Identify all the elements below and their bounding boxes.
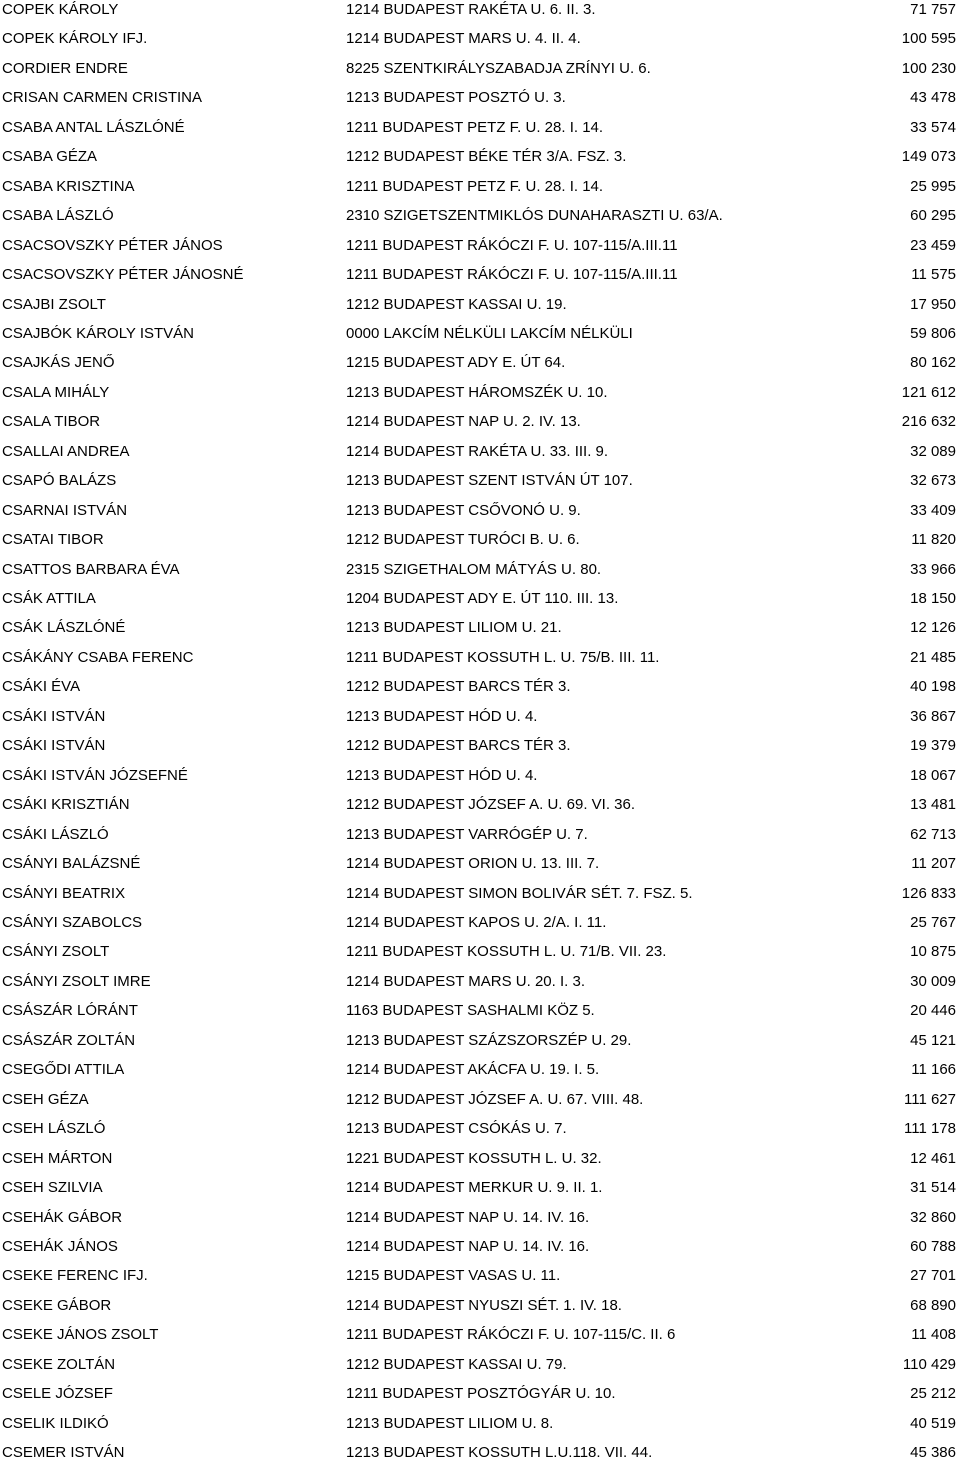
taxpayer-address: 1213 BUDAPEST POSZTÓ U. 3.	[346, 89, 566, 107]
taxpayer-name: COPEK KÁROLY	[2, 1, 119, 18]
taxpayer-address: 1211 BUDAPEST KOSSUTH L. U. 75/B. III. 11.	[346, 648, 660, 666]
taxpayer-name: CSEKE GÁBOR	[2, 1296, 112, 1314]
list-item	[0, 560, 960, 580]
list-item	[0, 0, 960, 20]
debt-amount: 110 429	[902, 1355, 956, 1373]
taxpayer-name: CSEGŐDI ATTILA	[2, 1061, 125, 1079]
debt-amount: 32 860	[910, 1208, 956, 1226]
taxpayer-address: 1214 BUDAPEST AKÁCFA U. 19. I. 5.	[346, 1061, 600, 1079]
taxpayer-name: CSEKE JÁNOS ZSOLT	[2, 1326, 159, 1344]
debt-amount: 40 198	[910, 678, 956, 696]
taxpayer-name: CSÁKI ISTVÁN	[2, 707, 106, 725]
taxpayer-address: 1215 BUDAPEST ADY E. ÚT 64.	[346, 354, 566, 372]
debt-amount: 10 875	[910, 943, 956, 961]
list-item	[0, 59, 960, 79]
taxpayer-address: 1221 BUDAPEST KOSSUTH L. U. 32.	[346, 1149, 602, 1167]
taxpayer-address: 1214 BUDAPEST NAP U. 14. IV. 16.	[346, 1237, 590, 1255]
list-item	[0, 236, 960, 256]
debt-amount: 100 595	[901, 30, 956, 48]
list-item	[0, 766, 960, 786]
taxpayer-address: 1213 BUDAPEST VARRÓGÉP U. 7.	[346, 825, 588, 843]
debt-amount: 43 478	[910, 89, 956, 107]
taxpayer-name: CSABA LÁSZLÓ	[2, 207, 114, 225]
debt-amount: 100 230	[901, 59, 956, 77]
taxpayer-address: 1215 BUDAPEST VASAS U. 11.	[346, 1267, 561, 1285]
taxpayer-name: CSABA GÉZA	[2, 148, 98, 166]
list-item	[0, 1149, 960, 1169]
taxpayer-name: CSÁNYI BEATRIX	[2, 884, 126, 902]
debt-amount: 12 126	[910, 619, 956, 637]
taxpayer-address: 1214 BUDAPEST MERKUR U. 9. II. 1.	[346, 1179, 603, 1196]
taxpayer-address: 1213 BUDAPEST KOSSUTH L.U.118. VII. 44.	[346, 1444, 653, 1461]
debt-amount: 33 409	[910, 501, 956, 519]
taxpayer-name: CSALA TIBOR	[2, 413, 101, 431]
taxpayer-address: 2310 SZIGETSZENTMIKLÓS DUNAHARASZTI U. 63/A.	[346, 207, 723, 225]
taxpayer-address: 1212 BUDAPEST JÓZSEF A. U. 67. VIII. 48.	[346, 1090, 644, 1108]
taxpayer-name: CSEHÁK GÁBOR	[2, 1208, 123, 1226]
taxpayer-name: CSÁNYI SZABOLCS	[2, 913, 143, 931]
debt-amount: 13 481	[910, 796, 956, 814]
list-item	[0, 206, 960, 226]
debt-amount: 121 612	[901, 383, 956, 401]
taxpayer-name: CSEKE ZOLTÁN	[2, 1355, 116, 1373]
taxpayer-name: CSÁK ATTILA	[2, 590, 96, 607]
taxpayer-address: 1213 BUDAPEST CSÓKÁS U. 7.	[346, 1120, 567, 1138]
debt-amount: 18 067	[910, 766, 956, 784]
debt-amount: 11 207	[911, 855, 956, 872]
debt-amount: 19 379	[910, 737, 956, 755]
list-item	[0, 884, 960, 904]
debt-amount: 17 950	[910, 295, 956, 313]
list-item	[0, 1208, 960, 1228]
list-item	[0, 324, 960, 344]
list-item	[0, 1001, 960, 1021]
taxpayer-name: CSACSOVSZKY PÉTER JÁNOSNÉ	[2, 266, 244, 284]
debt-amount: 36 867	[910, 707, 956, 725]
debt-amount: 27 701	[910, 1267, 956, 1285]
taxpayer-address: 1212 BUDAPEST BÉKE TÉR 3/A. FSZ. 3.	[346, 148, 627, 166]
taxpayer-address: 1211 BUDAPEST PETZ F. U. 28. I. 14.	[346, 118, 604, 136]
taxpayer-name: CSÁKI KRISZTIÁN	[2, 796, 130, 814]
taxpayer-address: 1212 BUDAPEST BARCS TÉR 3.	[346, 678, 571, 696]
taxpayer-address: 1214 BUDAPEST RAKÉTA U. 6. II. 3.	[346, 1, 596, 18]
list-item	[0, 147, 960, 167]
list-item	[0, 1355, 960, 1375]
taxpayer-name: CORDIER ENDRE	[2, 59, 128, 77]
taxpayer-address: 2315 SZIGETHALOM MÁTYÁS U. 80.	[346, 560, 602, 578]
debt-amount: 111 178	[904, 1120, 956, 1138]
taxpayer-address: 1213 BUDAPEST SZÁZSZORSZÉP U. 29.	[346, 1031, 632, 1049]
list-item	[0, 648, 960, 668]
list-item	[0, 118, 960, 138]
taxpayer-address: 1214 BUDAPEST NYUSZI SÉT. 1. IV. 18.	[346, 1296, 622, 1314]
taxpayer-name: CSÁNYI ZSOLT IMRE	[2, 972, 151, 990]
list-item	[0, 736, 960, 756]
debt-amount: 25 995	[910, 177, 956, 195]
taxpayer-name: CSAPÓ BALÁZS	[2, 472, 117, 490]
taxpayer-name: CSALA MIHÁLY	[2, 383, 110, 401]
list-item	[0, 501, 960, 521]
debt-amount: 11 820	[911, 531, 956, 549]
taxpayer-name: CSELIK ILDIKÓ	[2, 1414, 109, 1432]
taxpayer-address: 1211 BUDAPEST PETZ F. U. 28. I. 14.	[346, 177, 604, 195]
taxpayer-name: CSEH LÁSZLÓ	[2, 1120, 106, 1138]
taxpayer-name: CSÁKÁNY CSABA FERENC	[2, 648, 194, 666]
taxpayer-name: CSÁSZÁR ZOLTÁN	[2, 1031, 136, 1049]
list-item	[0, 1060, 960, 1080]
debt-amount: 18 150	[910, 590, 956, 607]
taxpayer-address: 1204 BUDAPEST ADY E. ÚT 110. III. 13.	[346, 590, 619, 607]
taxpayer-name: CSÁSZÁR LÓRÁNT	[2, 1002, 138, 1020]
taxpayer-name: CSATTOS BARBARA ÉVA	[2, 560, 180, 578]
debt-amount: 45 121	[910, 1031, 956, 1049]
taxpayer-name: CSÁKI ISTVÁN JÓZSEFNÉ	[2, 766, 188, 784]
list-item	[0, 265, 960, 285]
list-item	[0, 1031, 960, 1051]
list-item	[0, 353, 960, 373]
taxpayer-name: CSÁKI LÁSZLÓ	[2, 825, 109, 843]
debt-amount: 71 757	[910, 1, 956, 18]
taxpayer-address: 1213 BUDAPEST CSŐVONÓ U. 9.	[346, 501, 581, 519]
debt-amount: 60 295	[910, 207, 956, 225]
debt-amount: 23 459	[910, 236, 956, 254]
list-item	[0, 618, 960, 638]
list-item	[0, 1325, 960, 1345]
taxpayer-name: CSARNAI ISTVÁN	[2, 501, 128, 519]
taxpayer-name: CSÁKI ÉVA	[2, 678, 81, 696]
debt-amount: 40 519	[910, 1414, 956, 1432]
debt-amount: 45 386	[910, 1444, 956, 1461]
debt-amount: 60 788	[910, 1237, 956, 1255]
list-item	[0, 825, 960, 845]
taxpayer-address: 1211 BUDAPEST POSZTÓGYÁR U. 10.	[346, 1385, 616, 1403]
taxpayer-name: CSAJKÁS JENŐ	[2, 354, 115, 372]
debt-amount: 126 833	[901, 884, 956, 902]
taxpayer-name: CSATAI TIBOR	[2, 531, 104, 549]
taxpayer-address: 1212 BUDAPEST KASSAI U. 19.	[346, 295, 567, 313]
debt-amount: 62 713	[910, 825, 956, 843]
taxpayer-name: CSACSOVSZKY PÉTER JÁNOS	[2, 236, 223, 254]
list-item	[0, 471, 960, 491]
taxpayer-name: CSÁNYI ZSOLT	[2, 943, 110, 961]
debt-amount: 11 166	[911, 1061, 956, 1079]
taxpayer-address: 1214 BUDAPEST MARS U. 20. I. 3.	[346, 972, 585, 990]
taxpayer-address: 8225 SZENTKIRÁLYSZABADJA ZRÍNYI U. 6.	[346, 59, 651, 77]
debt-amount: 149 073	[901, 148, 956, 166]
debt-amount: 30 009	[910, 972, 956, 990]
list-item	[0, 1178, 960, 1198]
debt-amount: 31 514	[910, 1179, 956, 1196]
list-item	[0, 177, 960, 197]
taxpayer-address: 1212 BUDAPEST TURÓCI B. U. 6.	[346, 531, 580, 549]
list-item	[0, 1266, 960, 1286]
taxpayer-address: 1213 BUDAPEST LILIOM U. 21.	[346, 619, 562, 637]
taxpayer-name: CSABA ANTAL LÁSZLÓNÉ	[2, 118, 185, 136]
list-item	[0, 942, 960, 962]
list-item	[0, 913, 960, 933]
taxpayer-name: CRISAN CARMEN CRISTINA	[2, 89, 203, 107]
debt-amount: 25 212	[910, 1385, 956, 1403]
taxpayer-address: 1213 BUDAPEST LILIOM U. 8.	[346, 1414, 554, 1432]
taxpayer-address: 1214 BUDAPEST ORION U. 13. III. 7.	[346, 855, 600, 872]
list-item	[0, 677, 960, 697]
taxpayer-address: 1213 BUDAPEST HÁROMSZÉK U. 10.	[346, 383, 608, 401]
debt-amount: 80 162	[910, 354, 956, 372]
taxpayer-name: COPEK KÁROLY IFJ.	[2, 30, 148, 48]
debt-amount: 32 673	[910, 472, 956, 490]
taxpayer-address: 1213 BUDAPEST SZENT ISTVÁN ÚT 107.	[346, 472, 633, 490]
list-item	[0, 1296, 960, 1316]
taxpayer-address: 1163 BUDAPEST SASHALMI KÖZ 5.	[346, 1002, 595, 1020]
taxpayer-name: CSEHÁK JÁNOS	[2, 1237, 118, 1255]
debt-amount: 33 574	[910, 118, 956, 136]
taxpayer-address: 1213 BUDAPEST HÓD U. 4.	[346, 766, 538, 784]
list-item	[0, 29, 960, 49]
taxpayer-name: CSEH SZILVIA	[2, 1179, 103, 1196]
taxpayer-name: CSAJBÓK KÁROLY ISTVÁN	[2, 324, 195, 342]
taxpayer-address: 1211 BUDAPEST KOSSUTH L. U. 71/B. VII. 23.	[346, 943, 667, 961]
list-item	[0, 1443, 960, 1463]
debt-amount: 111 627	[904, 1090, 956, 1108]
taxpayer-address: 1211 BUDAPEST RÁKÓCZI F. U. 107-115/A.III.11	[346, 236, 678, 254]
list-item	[0, 412, 960, 432]
list-item	[0, 1384, 960, 1404]
taxpayer-name: CSABA KRISZTINA	[2, 177, 135, 195]
debt-amount: 20 446	[910, 1002, 956, 1020]
taxpayer-address: 1211 BUDAPEST RÁKÓCZI F. U. 107-115/C. II. 6	[346, 1326, 676, 1344]
list-item	[0, 854, 960, 874]
list-item	[0, 1237, 960, 1257]
list-item	[0, 383, 960, 403]
taxpayer-name: CSÁK LÁSZLÓNÉ	[2, 619, 126, 637]
taxpayer-name: CSELE JÓZSEF	[2, 1385, 113, 1403]
list-item	[0, 442, 960, 462]
list-item	[0, 1090, 960, 1110]
taxpayer-name: CSÁNYI BALÁZSNÉ	[2, 855, 141, 872]
taxpayer-name: CSALLAI ANDREA	[2, 442, 130, 460]
debt-amount: 216 632	[901, 413, 956, 431]
taxpayer-name: CSÁKI ISTVÁN	[2, 737, 106, 755]
taxpayer-address: 1214 BUDAPEST KAPOS U. 2/A. I. 11.	[346, 913, 607, 931]
debt-amount: 12 461	[910, 1149, 956, 1167]
taxpayer-address: 1212 BUDAPEST BARCS TÉR 3.	[346, 737, 571, 755]
list-item	[0, 795, 960, 815]
taxpayer-name: CSEH MÁRTON	[2, 1149, 113, 1167]
taxpayer-address: 1213 BUDAPEST HÓD U. 4.	[346, 707, 538, 725]
taxpayer-address: 1214 BUDAPEST NAP U. 14. IV. 16.	[346, 1208, 590, 1226]
list-item	[0, 1414, 960, 1434]
debt-amount: 33 966	[910, 560, 956, 578]
debt-amount: 21 485	[910, 648, 956, 666]
debt-amount: 11 408	[911, 1326, 956, 1344]
debt-amount: 59 806	[910, 324, 956, 342]
taxpayer-name: CSEMER ISTVÁN	[2, 1444, 125, 1461]
taxpayer-name: CSEH GÉZA	[2, 1090, 89, 1108]
debt-amount: 25 767	[910, 913, 956, 931]
list-item	[0, 972, 960, 992]
taxpayer-address: 1212 BUDAPEST JÓZSEF A. U. 69. VI. 36.	[346, 796, 636, 814]
taxpayer-address: 1214 BUDAPEST SIMON BOLIVÁR SÉT. 7. FSZ. 5.	[346, 884, 693, 902]
list-item	[0, 295, 960, 315]
debt-amount: 68 890	[910, 1296, 956, 1314]
taxpayer-name: CSAJBI ZSOLT	[2, 295, 106, 313]
list-item	[0, 1119, 960, 1139]
debt-amount: 11 575	[911, 266, 956, 284]
taxpayer-address: 1212 BUDAPEST KASSAI U. 79.	[346, 1355, 567, 1373]
list-item	[0, 707, 960, 727]
list-item	[0, 88, 960, 108]
taxpayer-address: 1214 BUDAPEST MARS U. 4. II. 4.	[346, 30, 581, 48]
taxpayer-address: 1214 BUDAPEST NAP U. 2. IV. 13.	[346, 413, 581, 431]
taxpayer-address: 1214 BUDAPEST RAKÉTA U. 33. III. 9.	[346, 442, 609, 460]
taxpayer-address: 0000 LAKCÍM NÉLKÜLI LAKCÍM NÉLKÜLI	[346, 324, 633, 342]
taxpayer-address: 1211 BUDAPEST RÁKÓCZI F. U. 107-115/A.III.11	[346, 266, 678, 284]
taxpayer-name: CSEKE FERENC IFJ.	[2, 1267, 148, 1285]
debt-amount: 32 089	[910, 442, 956, 460]
list-item	[0, 530, 960, 550]
list-item	[0, 589, 960, 609]
